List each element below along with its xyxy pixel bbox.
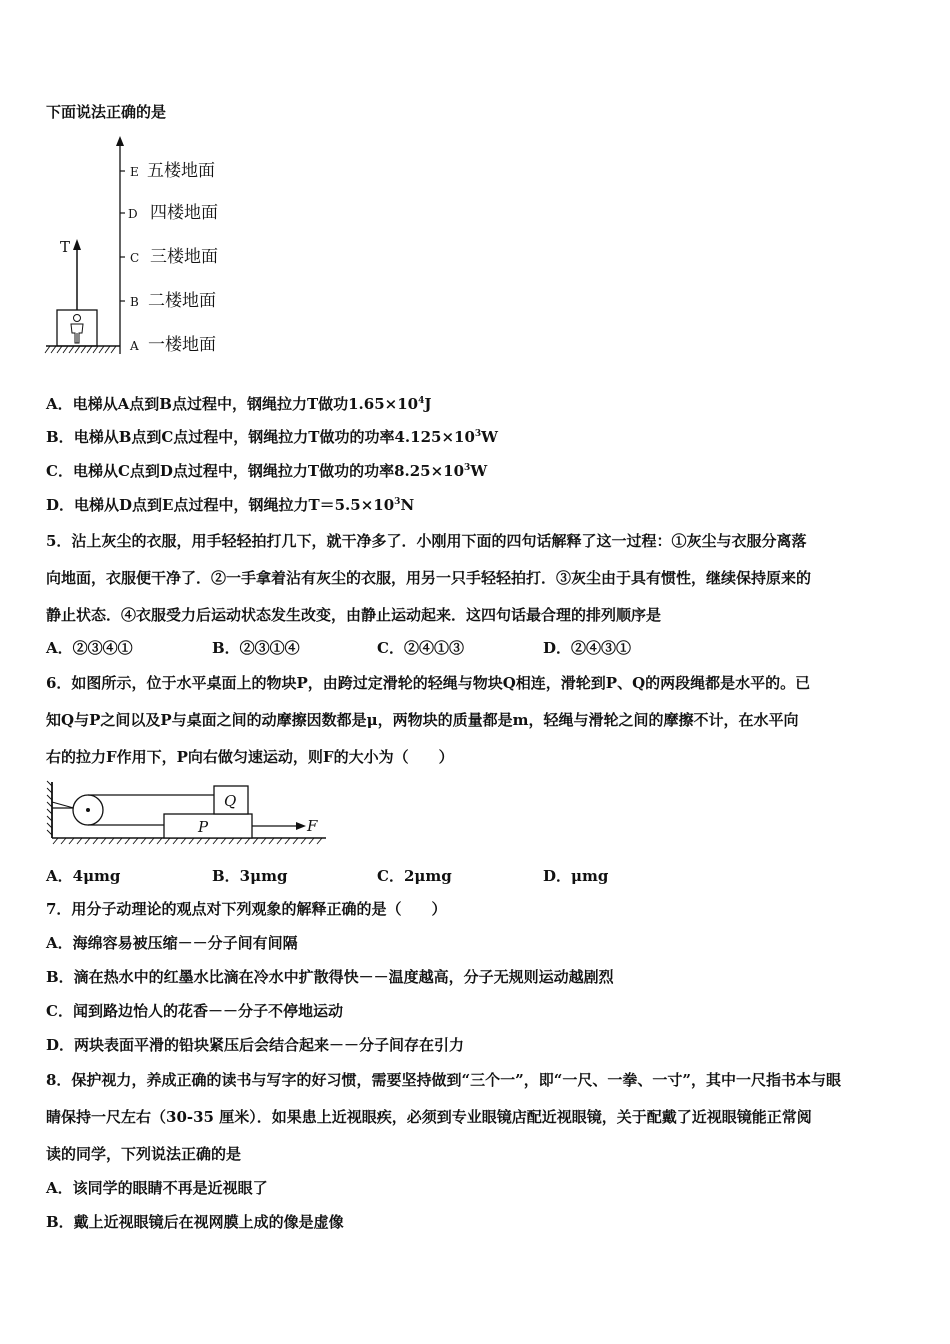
q4-option-b: B．电梯从B点到C点过程中，钢绳拉力T做功的功率$4.125\times 10^3W$ (46, 428, 499, 446)
q6-stem-line-2: 知Q与P之间以及P与桌面之间的动摩擦因数都是μ，两物块的质量都是m，轻绳与滑轮之间的摩擦不计，在水平向 (46, 711, 799, 729)
q8-option-a: A．该同学的眼睛不再是近视眼了 (46, 1179, 268, 1197)
q5-option-c: C．②④①③ (377, 639, 464, 657)
q7-option-c: C．闻到路边怡人的花香－－分子不停地运动 (46, 1002, 343, 1020)
elevator-figure (40, 132, 280, 362)
q6-option-d: D．μmg (543, 867, 609, 885)
q7-option-d: D．两块表面平滑的铅块紧压后会结合起来－－分子间存在引力 (46, 1036, 465, 1054)
q5-stem-line-1: 5．沾上灰尘的衣服，用手轻轻拍打几下，就干净多了．小刚用下面的四句话解释了这一过程：①灰尘与衣服分离落 (46, 532, 807, 550)
floor-name-a: 一楼地面 (148, 335, 216, 355)
force-label: F (307, 817, 318, 835)
block-p-label: P (198, 818, 209, 836)
q8-stem-line-3: 读的同学，下列说法正确的是 (46, 1145, 242, 1163)
floor-letter-a: A (130, 339, 139, 353)
floor-letter-c: C (130, 251, 140, 265)
person-icon (71, 315, 83, 344)
q8-stem-line-2: 睛保持一尺左右（30-35 厘米）．如果患上近视眼疾，必须到专业眼镜店配近视眼镜，关于配戴了近视眼镜能正常阅 (46, 1108, 812, 1126)
intro-text: 下面说法正确的是 (46, 103, 167, 121)
q6-option-c: C．2μmg (377, 867, 452, 885)
q8-stem-line-1: 8．保护视力，养成正确的读书与写字的好习惯，需要坚持做到“三个一”，即“一尺、一拳、一寸”，其中一尺指书本与眼 (46, 1071, 841, 1089)
floor-name-d: 四楼地面 (150, 203, 218, 223)
floor-name-e: 五楼地面 (147, 161, 215, 181)
floor-letter-d: D (128, 207, 138, 221)
floor-name-c: 三楼地面 (150, 247, 218, 267)
q7-stem: 7．用分子动理论的观点对下列观象的解释正确的是（ ） (46, 900, 447, 918)
floor-letter-e: E (130, 165, 139, 179)
block-q-label: Q (224, 792, 237, 810)
q5-option-b: B．②③①④ (212, 639, 300, 657)
q4-option-c: C．电梯从C点到D点过程中，钢绳拉力T做功的功率$8.25\times 10^3W$ (46, 462, 488, 480)
q4-option-a: A．电梯从A点到B点过程中，钢绳拉力T做功$1.65\times 10^4J$ (46, 395, 432, 413)
q6-stem-line-3: 右的拉力F作用下，P向右做匀速运动，则F的大小为（ ） (46, 748, 454, 766)
q6-stem-line-1: 6．如图所示，位于水平桌面上的物块P，由跨过定滑轮的轻绳与物块Q相连，滑轮到P、Q的两段绳都是水平的。已 (46, 674, 811, 692)
q7-option-a: A．海绵容易被压缩－－分子间有间隔 (46, 934, 298, 952)
tension-label: T (60, 238, 71, 256)
q5-stem-line-3: 静止状态．④衣服受力后运动状态发生改变，由静止运动起来．这四句话最合理的排列顺序是 (46, 606, 662, 624)
q6-option-b: B．3μmg (212, 867, 288, 885)
q4-option-d: D．电梯从D点到E点过程中，钢绳拉力$T=5.5\times 10^3N$ (46, 496, 415, 514)
floor-name-b: 二楼地面 (148, 291, 216, 311)
q5-option-a: A．②③④① (46, 639, 133, 657)
pulley-figure (44, 778, 334, 848)
q7-option-b: B．滴在热水中的红墨水比滴在冷水中扩散得快－－温度越高，分子无规则运动越剧烈 (46, 968, 614, 986)
floor-letter-b: B (130, 295, 139, 309)
q6-option-a: A．4μmg (46, 867, 121, 885)
q5-stem-line-2: 向地面，衣服便干净了．②一手拿着沾有灰尘的衣服，用另一只手轻轻拍打．③灰尘由于具有惯性，继续保持原来的 (46, 569, 812, 587)
q8-option-b: B．戴上近视眼镜后在视网膜上成的像是虚像 (46, 1213, 344, 1231)
q5-option-d: D．②④③① (543, 639, 632, 657)
